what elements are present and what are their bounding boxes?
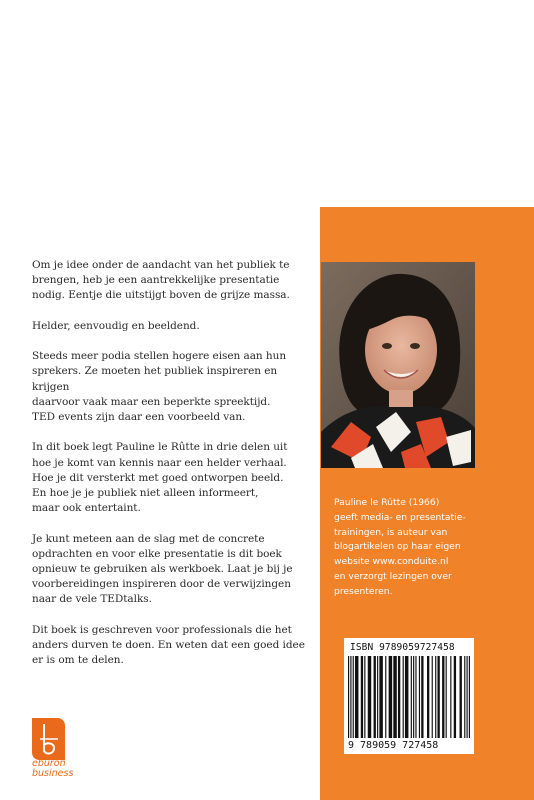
barcode-bar: [411, 656, 412, 738]
barcode-bar: [464, 656, 465, 738]
barcode-bar: [385, 656, 386, 738]
publisher-line-1: eburon: [32, 758, 66, 769]
bio-line: trainingen, is auteur van: [334, 526, 448, 538]
publisher-logo: [32, 718, 78, 784]
bio-line: en verzorgt lezingen over: [334, 570, 452, 582]
barcode-bar: [398, 656, 400, 738]
publisher-name: [32, 759, 73, 779]
publisher-line-2: business: [32, 768, 74, 779]
barcode-bar: [361, 656, 363, 738]
barcode-bar: [379, 656, 382, 738]
blurb-paragraph-6: Dit boek is geschreven voor professionals die het anders durven te doen. En weten dat een goed idee er is om te delen.: [32, 623, 305, 667]
barcode-bar: [350, 656, 351, 738]
isbn-label: ISBN 9789059727458: [350, 642, 455, 653]
blurb-paragraph-5: Je kunt meteen aan de slag met de concrete opdrachten en voor elke presentatie is dit boek opnieuw te gebruiken als werkboek. Laat je bij je voorbereidingen inspireren door de verwijzingen naar de vele TEDtalks.: [32, 532, 293, 606]
barcode-bar: [389, 656, 392, 738]
barcode-bar: [355, 656, 358, 738]
bio-line: website www.conduite.nl: [334, 556, 449, 568]
blurb-paragraph-2: Helder, eenvoudig en beeldend.: [32, 319, 200, 332]
barcode-bar: [374, 656, 376, 738]
barcode-bar: [446, 656, 447, 738]
barcode-bar: [454, 656, 456, 738]
isbn-barcode: [344, 638, 474, 754]
barcode-bars: [348, 656, 470, 738]
barcode-bar: [368, 656, 371, 738]
barcode-bar: [413, 656, 414, 738]
blurb-paragraph-1: Om je idee onder de aandacht van het publiek te brengen, heb je een aantrekkelijke presentatie nodig. Eentje die uitstijgt boven de grijze massa.: [32, 259, 290, 302]
barcode-bar: [421, 656, 423, 738]
eburon-logo-icon: [32, 718, 65, 760]
barcode-bar: [435, 656, 436, 738]
barcode-bar: [405, 656, 408, 738]
blurb-paragraph-4: In dit boek legt Pauline le Rûtte in drie delen uit hoe je komt van kennis naar een helder verhaal. Hoe je dit versterkt met goed ontworpen beeld. En hoe je je publiek niet alleen informeert, maar ook entertaint.: [32, 441, 288, 515]
author-bio: [334, 496, 504, 600]
blurb-paragraph-3: Steeds meer podia stellen hogere eisen aan hun sprekers. Ze moeten het publiek inspireren en krijgen daarvoor vaak maar een beperkte spreektijd. TED events zijn daar een voorbeeld van.: [32, 350, 287, 423]
barcode-bar: [348, 656, 349, 738]
barcode-digits: 9 789059 727458: [348, 740, 439, 751]
bio-line: geeft media- en presentatie-: [334, 511, 466, 523]
barcode-bar: [467, 656, 468, 738]
barcode-bar: [437, 656, 439, 738]
barcode-bar: [364, 656, 365, 738]
barcode-bar: [432, 656, 433, 738]
author-portrait-image: [321, 262, 475, 468]
barcode-bar: [419, 656, 420, 738]
bio-line: Pauline le Rûtte (1966): [334, 497, 440, 508]
barcode-bar: [450, 656, 451, 738]
barcode-bar: [415, 656, 416, 738]
bio-line: blogartikelen op haar eigen: [334, 541, 461, 553]
bio-line: presenteren.: [334, 585, 393, 597]
barcode-bar: [442, 656, 444, 738]
barcode-bar: [469, 656, 470, 738]
barcode-bar: [353, 656, 354, 738]
barcode-bar: [403, 656, 404, 738]
blurb-text: [32, 258, 312, 684]
barcode-bar: [377, 656, 378, 738]
barcode-bar: [460, 656, 462, 738]
barcode-bar: [427, 656, 429, 738]
barcode-bar: [393, 656, 396, 738]
author-photo: [321, 262, 475, 468]
